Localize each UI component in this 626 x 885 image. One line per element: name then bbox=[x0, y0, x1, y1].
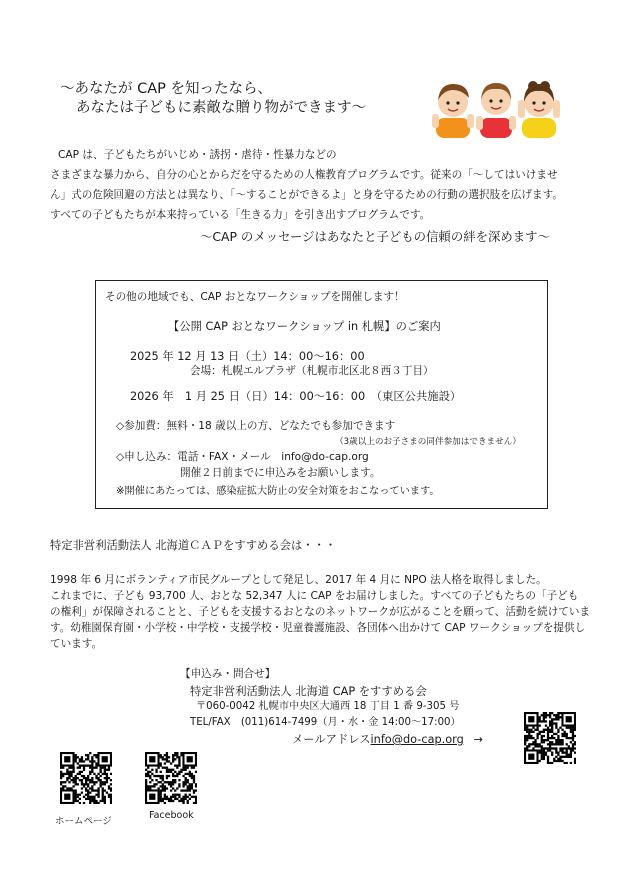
about-line2: これまでに、子ども 93,700 人、おとな 52,347 人に CAP をお届けしました。すべての子どもたちの「子ども bbox=[50, 590, 579, 602]
facebook-qr-label: Facebook bbox=[149, 810, 194, 821]
tagline-line1: ～あなたが CAP を知ったなら、 bbox=[60, 81, 273, 97]
contact-org: 特定非営利活動法人 北海道 CAP をすすめる会 bbox=[190, 685, 427, 698]
mail-link[interactable]: info@do-cap.org bbox=[370, 733, 464, 746]
safety-note: ※開催にあたっては、感染症拡大防止の安全対策をおこなっています。 bbox=[116, 486, 440, 497]
apply-info: ◇申し込み：電話・FAX・メール info@do-cap.org bbox=[116, 451, 369, 463]
about-line5: ています。 bbox=[50, 638, 103, 650]
workshop-lead: その他の地域でも、CAP おとなワークショップを開催します！ bbox=[105, 291, 405, 303]
about-line3: の権利」が保障されることと、子どもを支援するおとなのネットワークが広がることを願って、活動を続けていま bbox=[50, 606, 591, 618]
session1-venue: 会場：札幌エルプラザ（札幌市北区北８西３丁目） bbox=[190, 365, 434, 377]
child-3-figure bbox=[518, 81, 560, 138]
contact-qr-code[interactable] bbox=[524, 712, 576, 764]
homepage-qr-code[interactable] bbox=[60, 752, 112, 804]
arrow-icon: → bbox=[473, 733, 483, 746]
about-line1: 1998 年 6 月にボランティア市民グループとして発足し、2017 年 4 月に NPO 法人格を取得しました。 bbox=[50, 574, 547, 586]
intro-line2: さまざまな暴力から、自分の心とからだを守るための人権教育プログラムです。従来の「～してはいけませ bbox=[50, 169, 558, 181]
contact-tel: TEL/FAX (011)614-7499（月・水・金 14:00～17:00） bbox=[190, 717, 461, 728]
about-heading: 特定非営利活動法人 北海道ＣＡＰをすすめる会は・・・ bbox=[50, 539, 337, 552]
fee-note: （3歳以上のお子さまの同伴参加はできません） bbox=[335, 437, 521, 447]
child-2-figure bbox=[476, 83, 516, 138]
intro-line1: CAP は、子どもたちがいじめ・誘拐・虐待・性暴力などの bbox=[58, 149, 337, 161]
children-illustration bbox=[432, 78, 560, 140]
cap-message: ～CAP のメッセージはあなたと子どもの信頼の絆を深めます～ bbox=[200, 229, 550, 244]
session1-date: 2025 年 12 月 13 日（土）14：00～16：00 bbox=[130, 350, 365, 363]
contact-address: 〒060-0042 札幌市中央区大通西 18 丁目 1 番 9-305 号 bbox=[196, 701, 460, 712]
child-1-figure bbox=[432, 84, 474, 138]
workshop-title: 【公開 CAP おとなワークショップ in 札幌】のご案内 bbox=[168, 320, 441, 333]
about-line4: す。幼稚園保育園・小学校・中学校・支援学校・児童養護施設、各団体へ出かけて CAP ワークショップを提供し bbox=[50, 622, 586, 634]
intro-line3: ん」式の危険回避の方法とは異なり、「～することができるよ」と身を守るための行動の選択肢を広げます。 bbox=[50, 189, 563, 201]
apply-note: 開催２日前までに申込みをお願いします。 bbox=[180, 467, 381, 479]
mail-label: メールアドレス bbox=[292, 733, 371, 746]
tagline-line2: あなたは子どもに素敵な贈り物ができます～ bbox=[76, 100, 366, 116]
session2-date: 2026 年 1 月 25 日（日）14：00～16：00 （東区公共施設） bbox=[130, 390, 462, 403]
fee-info: ◇参加費：無料・18 歳以上の方、どなたでも参加できます bbox=[116, 420, 396, 432]
contact-mail-row bbox=[292, 731, 483, 747]
homepage-qr-label: ホームページ bbox=[55, 816, 112, 827]
facebook-qr-code[interactable] bbox=[145, 752, 197, 804]
intro-line4: すべての子どもたちが本来持っている「生きる力」を引き出すプログラムです。 bbox=[50, 209, 431, 221]
contact-heading: 【申込み・問合せ】 bbox=[180, 668, 276, 680]
